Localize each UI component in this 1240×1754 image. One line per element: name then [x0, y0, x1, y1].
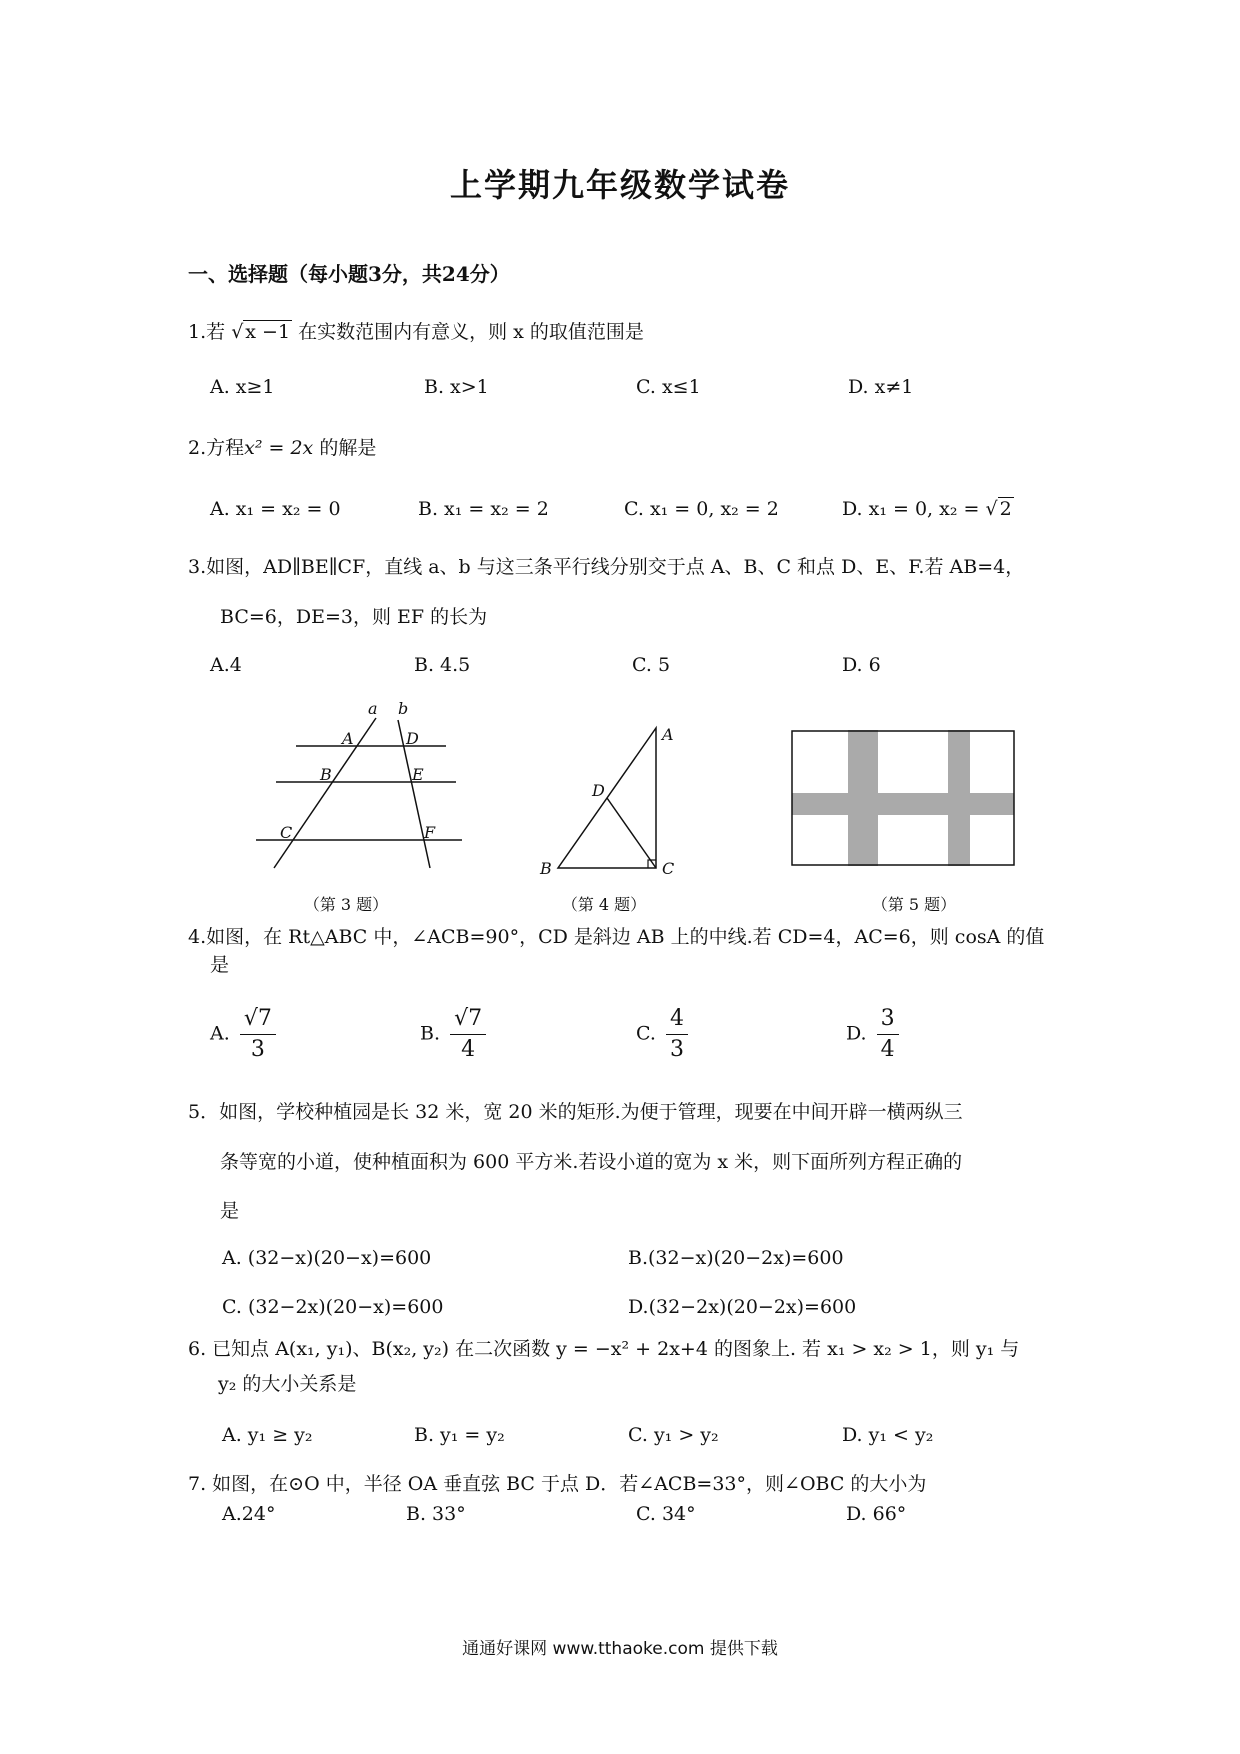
q5-option-b: B.(32−x)(20−2x)=600 [628, 1247, 844, 1269]
q4-option-c-label: C. [636, 1022, 656, 1045]
q5-option-a: A. (32−x)(20−x)=600 [222, 1247, 432, 1269]
q2-option-a: A. x₁ = x₂ = 0 [210, 498, 341, 520]
q6-option-a: A. y₁ ≥ y₂ [222, 1424, 313, 1446]
question-5-line-2: 条等宽的小道，使种植面积为 600 平方米.若设小道的宽为 x 米，则下面所列方程正确的 [220, 1151, 963, 1173]
q5-option-d: D.(32−2x)(20−2x)=600 [628, 1296, 857, 1318]
caption-figure-3: （第 3 题） [303, 895, 389, 914]
figure-3 [250, 700, 470, 880]
caption-figure-4: （第 4 题） [561, 895, 647, 914]
q1-option-d: D. x≠1 [848, 376, 914, 398]
question-5-line-1: 5．如图，学校种植园是长 32 米，宽 20 米的矩形.为便于管理，现要在中间开辟一横两纵三 [188, 1101, 963, 1123]
q4-option-d-fraction [877, 1004, 899, 1065]
q7-option-a: A.24° [222, 1503, 276, 1525]
q4-option-d-num: 3 [877, 1004, 899, 1035]
q4-option-b-den: 4 [461, 1037, 476, 1062]
fig3-label-B: B [320, 765, 332, 784]
q2-option-b: B. x₁ = x₂ = 2 [418, 498, 549, 520]
q1-radicand: x −1 [245, 321, 291, 343]
fig3-label-C: C [280, 823, 293, 842]
q4-option-d [846, 1004, 899, 1065]
q6-option-b: B. y₁ = y₂ [414, 1424, 505, 1446]
question-4-line-1: 4.如图，在 Rt△ABC 中，∠ACB=90°，CD 是斜边 AB 上的中线.若 CD=4，AC=6，则 cosA 的值 [188, 926, 1045, 948]
q6-option-c: C. y₁ > y₂ [628, 1424, 719, 1446]
q1-suffix: 在实数范围内有意义，则 x 的取值范围是 [298, 321, 644, 343]
fig3-label-D: D [406, 729, 419, 748]
fig3-label-F: F [424, 823, 436, 842]
q2-option-d-text: D. x₁ = 0, x₂ = [842, 498, 980, 520]
q7-option-b: B. 33° [406, 1503, 466, 1525]
q1-option-a: A. x≥1 [210, 376, 275, 398]
q2-suffix: 的解是 [319, 437, 377, 459]
q4-option-c-den: 3 [669, 1037, 684, 1062]
q3-option-a: A.4 [210, 654, 242, 676]
q5-option-c: C. (32−2x)(20−x)=600 [222, 1296, 444, 1318]
question-1 [188, 318, 644, 346]
question-3-line-2: BC=6，DE=3，则 EF 的长为 [220, 606, 488, 628]
q4-option-b-label: B. [420, 1022, 441, 1045]
question-3-line-1: 3.如图，AD∥BE∥CF，直线 a、b 与这三条平行线分别交于点 A、B、C 和点 D、E、F.若 AB=4， [188, 556, 1025, 578]
figure-5 [790, 730, 1030, 870]
q4-option-c-num: 4 [666, 1004, 688, 1035]
q2-option-d-radicand: 2 [999, 498, 1012, 520]
page-title: 上学期九年级数学试卷 [449, 166, 790, 204]
q2-prefix: 2.方程 [188, 437, 245, 459]
question-6-line-1: 6. 已知点 A(x₁, y₁)、B(x₂, y₂) 在二次函数 y = −x² + 2x+4 的图象上. 若 x₁ > x₂ > 1，则 y₁ 与 [188, 1338, 1020, 1360]
question-6-line-2: y₂ 的大小关系是 [218, 1373, 357, 1395]
fig3-line-a [274, 718, 376, 868]
q2-option-d [842, 498, 1014, 520]
q6-option-d: D. y₁ < y₂ [842, 1424, 934, 1446]
q1-sqrt: √ x −1 [231, 321, 291, 343]
q2-option-c: C. x₁ = 0, x₂ = 2 [624, 498, 779, 520]
q2-option-d-sqrt: √ 2 [985, 498, 1012, 520]
q3-option-c: C. 5 [632, 654, 671, 676]
q3-option-b: B. 4.5 [414, 654, 471, 676]
q4-option-a-num: 7 [257, 1006, 272, 1031]
q7-option-c: C. 34° [636, 1503, 696, 1525]
fig3-label-a: a [368, 700, 378, 718]
fig4-label-D: D [592, 781, 605, 800]
caption-figure-5: （第 5 题） [871, 895, 957, 914]
q4-option-d-label: D. [846, 1022, 867, 1045]
fig5-horizontal-path [792, 793, 1014, 815]
figure-4 [530, 720, 690, 880]
q3-option-d: D. 6 [842, 654, 881, 676]
q4-option-b-fraction: $\frac{√7}{4}$ [450, 1004, 486, 1065]
fig4-median-cd [607, 798, 656, 868]
q4-option-c [636, 1004, 688, 1065]
fig4-label-C: C [662, 859, 675, 878]
q7-option-d: D. 66° [846, 1503, 907, 1525]
section-heading: 一、选择题（每小题3分，共24分） [188, 262, 510, 286]
q4-option-a-den: 3 [250, 1037, 265, 1062]
q1-option-c: C. x≤1 [636, 376, 701, 398]
q4-option-d-den: 4 [880, 1037, 895, 1062]
question-7-line-1: 7. 如图，在⊙O 中，半径 OA 垂直弦 BC 于点 D．若∠ACB=33°，则∠OBC 的大小为 [188, 1473, 927, 1495]
fig4-label-A: A [662, 725, 674, 744]
q1-option-b: B. x>1 [424, 376, 489, 398]
fig3-label-A: A [342, 729, 354, 748]
question-4-line-2: 是 [210, 954, 230, 976]
fig3-label-b: b [398, 700, 409, 718]
fig4-label-B: B [540, 859, 552, 878]
page-footer: 通通好课网 www.tthaoke.com 提供下载 [462, 1639, 778, 1659]
q4-option-c-fraction [666, 1004, 688, 1065]
q2-equation: x² = 2x [244, 437, 314, 459]
q4-option-b [420, 1004, 486, 1065]
question-5-line-3: 是 [220, 1200, 240, 1222]
q4-option-b-num: 7 [468, 1006, 483, 1031]
q4-option-a-label: A. [210, 1022, 230, 1045]
q4-option-a [210, 1004, 276, 1065]
fig3-label-E: E [412, 765, 424, 784]
q4-option-a-fraction: $\frac{√7}{3}$ [240, 1004, 276, 1065]
question-2 [188, 434, 376, 462]
q1-prefix: 1.若 [188, 321, 226, 343]
